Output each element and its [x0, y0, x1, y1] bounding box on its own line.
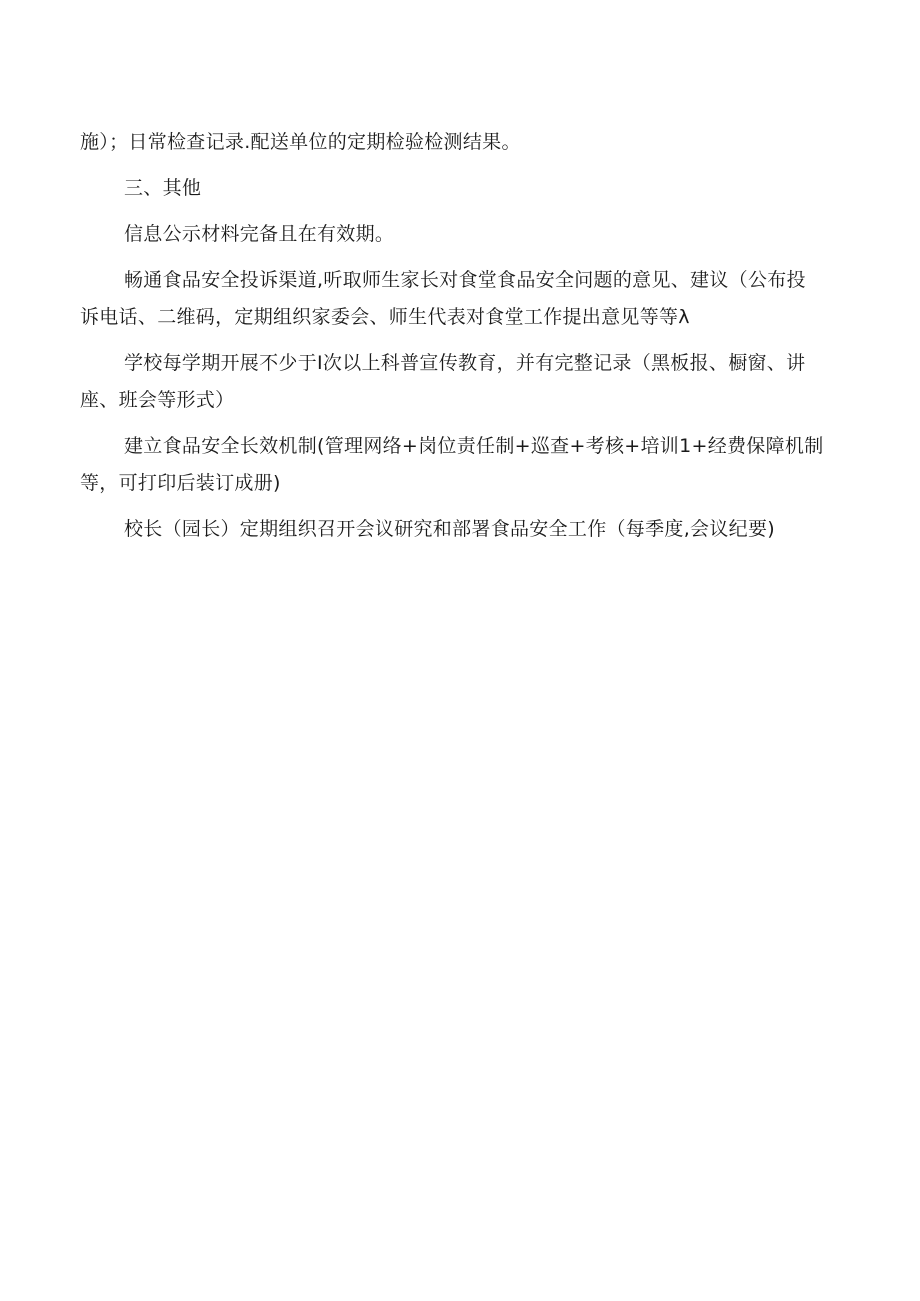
paragraph-checks-continued	[80, 124, 848, 161]
paragraph-long-term-mechanism	[80, 428, 848, 502]
text-line: 施）；日常检查记录.配送单位的定期检验检测结果。	[80, 131, 521, 153]
section-heading-other	[80, 170, 848, 207]
text-line: 座、班会等形式）	[80, 389, 235, 411]
paragraph-complaint-channel	[80, 262, 848, 336]
text-line: 信息公示材料完备且在有效期。	[124, 223, 395, 245]
text-line: 校长（园长）定期组织召开会议研究和部署食品安全工作（每季度,会议纪要)	[124, 518, 775, 540]
text-line: 等，可打印后装订成册)	[80, 472, 281, 494]
document-body	[80, 124, 848, 557]
section-heading-text: 三、其他	[124, 177, 202, 199]
paragraph-principal-meetings	[80, 511, 848, 548]
text-line: 畅通食品安全投诉渠道,听取师生家长对食堂食品安全问题的意见、建议（公布投	[124, 269, 806, 291]
text-line: 建立食品安全长效机制(管理网络+岗位责任制+巡查+考核+培训1+经费保障机制	[124, 435, 824, 457]
text-line: 学校每学期开展不少于I次以上科普宣传教育，并有完整记录（黑板报、橱窗、讲	[124, 352, 806, 374]
paragraph-education	[80, 345, 848, 419]
text-line: 诉电话、二维码，定期组织家委会、师生代表对食堂工作提出意见等等λ	[80, 306, 690, 328]
paragraph-info-disclosure	[80, 216, 848, 253]
